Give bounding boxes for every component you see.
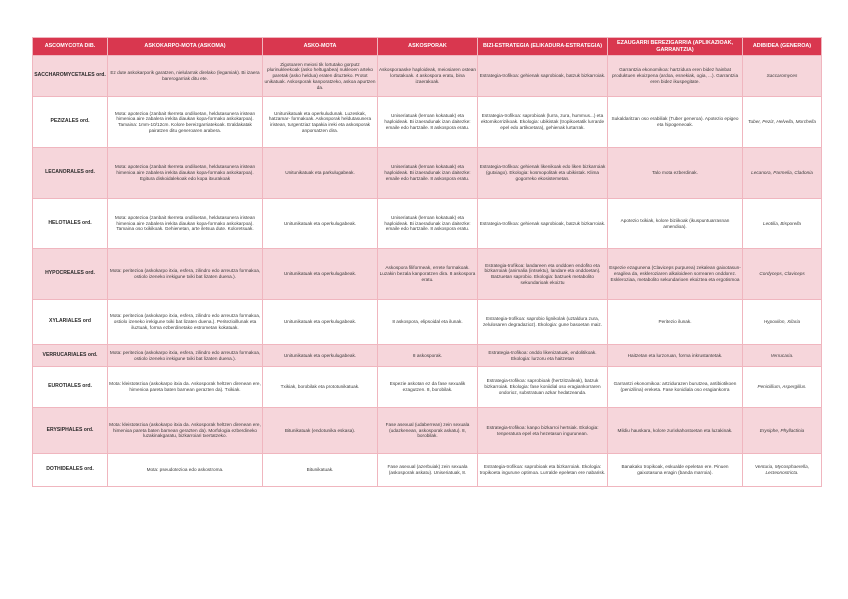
feature-cell: Talo mota ezberdinak. [608,148,743,199]
table-row [33,367,822,408]
genus-cell: Venturia, Mycosphaerella, Lecteonostricta. [743,454,822,487]
ascospores-cell: Espezie askotan ez da fase sexualik ezagutzen. 8, borobilak. [378,367,478,408]
table-row [33,249,822,300]
ascocarp-cell: Mota: apotezioa (zanbait Ikerreta ondiloetan, heldutasunera iristean himenioa aire zabalera irekita diaukan kopa-formako askokarpoa). Tamaina: 1mm-10/12cm. Kolore bereizgarriatekoak. Eraldakatak pairatzen ditu generoaren arabera. [108,97,263,148]
feature-cell: Banakako tropikoak, eskualde epeletan ere. Pinuen gaixotasuna eragin (banda marroia). [608,454,743,487]
table-row [33,300,822,345]
ascus-cell: Unitunikatuak eta operkulugabeak. [263,300,378,345]
ascocarp-cell: Mota: apotezioa (zanbait Ikerreta ondiloetan, heldutasunera iristean himenioa aire zabalera irekita diaukan kopa-formako askokarpoa). Egitura diskoidalekoak edo kopa itxurakoak [108,148,263,199]
ascospores-cell: Fase asexual (udaberrean) zein sexuala (udazkenean, askosporak askatu). 8, borobilak. [378,408,478,454]
feature-cell: Apotezio txikiak, kolore biziikoak (ikuspuntuarrasnan amendioa). [608,199,743,249]
order-cell: XYLARIALES ord [33,300,108,345]
genus-cell: Verrucaria. [743,345,822,367]
ascus-cell: Bitunikatuak. [263,454,378,487]
order-cell: ERYSIPHALES ord. [33,408,108,454]
header-distinctive-feature: EZAUGARRI BEREZIGARRIA (APLIKAZIOAK, GARRANTZIA) [608,38,743,56]
ascocarp-cell: Mota: apotezioa (zanbait Ikerreta ondiloetan, heldutasunera iristean himenioa aire zabalera irekita diaukan kopa-formako askokarpoa). Tamaina oso txikikoak. Gehienetan, arte iletsua dute. Koloretsuak. [108,199,263,249]
strategy-cell: Estrategia-trofikoa: saprobio lignikolak (uztaldura zura, zelulosaren degradazioz). Ekologia: gune basoetan maiz. [478,300,608,345]
genus-cell: Hypoxilon, Xilaria [743,300,822,345]
table-row [33,199,822,249]
feature-cell: Espezie ezagunena (Claviceps purpurea) zekalean gaixotasun-eragilea da, eskleroziaren alkaloideen sorrearen onddorez. Eskleroziaa, metabolito sekundarioen ekoiztea eta ergotismoa [608,249,743,300]
genus-cell: Erysiphe, Phyllactinia [743,408,822,454]
table-row [33,97,822,148]
genus-cell: Cordyceps, Claviceps [743,249,822,300]
genus-cell: Tuber, Peziz, Helvella, Morchella [743,97,822,148]
order-cell: HYPOCREALES ord. [33,249,108,300]
strategy-cell: Estrategia-trofikoa: gehienak saprobioak, batzuk bizkarroiak. [478,56,608,97]
table-row [33,56,822,97]
strategy-cell: Estrategia-trofikoa: saprobioak (hertzitzaileak), batzuk bizkarroiak. Ekologia: fase koniidial oso eragiankorraren ondorioz, substratuan azkar hedatzeanda. [478,367,608,408]
order-cell: DOTHIDEALES ord. [33,454,108,487]
table-row [33,408,822,454]
ascus-cell: Txikiak, borobilak eta prototunikatuak. [263,367,378,408]
strategy-cell: Estrategia-trofikoa: landareen eta onddoen endofito eta bizkarroiak (animalia (intsektu), landare eta onddoetan). Batzuetan saprobio. Ekologia: batzuek metabolito sekundarioak ekoiztu [478,249,608,300]
strategy-cell: Estrategia-trofikoa: gehienak likenikoak edo liken bizkarroiak (gutxiago). Ekologia: kosmopolitak eta ubikistak. Klima gogorreko ekosistemetan. [478,148,608,199]
header-ascocarp-type: ASKOKARPO-MOTA (ASKOMA) [108,38,263,56]
feature-cell: Garrantzia ekonomikoa: hartzidura eren bidez hainbat produktuen ekoizpena (ardoa, esnekiak, ogia, ...). Garrantzia eren bidez ikuspegitate. [608,56,743,97]
ascus-cell: Unitunikatuak eta operkuludunak. Luzeskak, hatzamar- formakoak. Askosporak heldutasunera iristean, turgentziaz tapakia ireki eta askosporak anporsatzen dira. [263,97,378,148]
feature-cell: Garrantzi ekonomikoa: artzidurazen burutzea, antibiotikoen (penizilina) ereketa. Fase konidiala oso eragiankorra [608,367,743,408]
ascospores-cell: Fase asexual (azerbuiak) zein sexuala (askosporak askatu). Uniseriatuak, 8. [378,454,478,487]
order-cell: LECANORALES ord. [33,148,108,199]
ascospores-cell: 8 askosporak. [378,345,478,367]
ascus-cell: Bitunikatuak (endotunika eskasa). [263,408,378,454]
ascocarp-cell: Mota: peritezioa (askokarpo itxia, esfera, zilindro edo arreutza formakoa, ostiolo izeneko irekigune txiki bat lizaten duena.). [108,345,263,367]
ascospores-cell: Uniseriatuak (lerroan kokatuak) eta haploideak. Bi izaeradunak izan daitezke: emaile edo hartzaile. 8 askospora eratu. [378,97,478,148]
table-row [33,454,822,487]
strategy-cell: Estrategia-trofikoa: gehienak saprobioak, batzuk bizkarroiak. [478,199,608,249]
strategy-cell: Estrategia-trofikoa: saprobioak eta bizkarroiak. Ekologia: tropikoeta ingurune optimoa. Lurralde epeletan ere nabarisk. [478,454,608,487]
header-order: ASCOMYCOTA DIB. [33,38,108,56]
ascus-cell: Zigotoaren meiosi tik lortutako gorputz plurinukleekoak (asko heltugabea) nukleoen arteko paretak (asko heldua) eraten dituzteko. Protot unikatuak. Askosporak kanporatzeko, askoa apurtzen da. [263,56,378,97]
ascus-cell: Unitunikatuak eta operkulugabeak. [263,345,378,367]
header-ascus-type: ASKO-MOTA [263,38,378,56]
header-row [33,38,822,56]
strategy-cell: Estrategia-trofikoa: kanpo bizkarroi hertsiak. Ekologia: tenperatura epel eta hezetasun ingurunean. [478,408,608,454]
strategy-cell: Estrategia-trofikoa: onddo likenizatuak, endolitikoak. Ekologia: lurzoru eta haitzetan [478,345,608,367]
ascocarp-cell: Mota: kleistotezioa (askokarpo itxia da. Askosporak heltzen direnean ere, himenioa pareta baten barnean gerazten da). Morfologia ezberdineko luzakinakgaratu, bizkarroiari txertatzeko. [108,408,263,454]
ascospores-cell: Uniseriatuak (lerroan kokatuak) eta haploideak. Bi izaeradunak izan daitezke: emaile edo hartzaile. 8 askospora eratu. [378,199,478,249]
feature-cell: Haitzetan eta lurzoruan, forma inkrustantetak. [608,345,743,367]
genus-cell: Saccaromyces [743,56,822,97]
table-row [33,345,822,367]
ascomycota-table-document [32,37,821,487]
table-row [33,148,822,199]
ascospores-cell: Askosporaaske haploideak, meiosiaren ostean lortutakoak. 4 askospora eratu, bina izaerakoak. [378,56,478,97]
ascospores-cell: Uniseriatuak (lerroan kokatuak) eta haploideak. Bi izaeradunak izan daitezke: emaile edo hartzaile. 8 askospora eratu. [378,148,478,199]
order-cell: HELOTIALES ord. [33,199,108,249]
ascocarp-cell: Mota: kleistotezioa (askokarpo itxia da. Askosporak heltzen direnean ere, himenioa pareta baten barnean gerazten da). Txikiak. [108,367,263,408]
order-cell: SACCHAROMYCETALES ord. [33,56,108,97]
header-ascospores: ASKOSPORAK [378,38,478,56]
header-example-genus: ADIBIDEA (GENEROA) [743,38,822,56]
order-cell: EUROTIALES ord. [33,367,108,408]
ascocarp-cell: Mota: peritezioa (askokarpo itxia, esfera, zilindro edo arreutza formakoa, ostiolo izeneko irekigune txiki bat lizaten duena.). Peritezioillunak eta iluztuak, forma ezberdinetako estrometan kokatuak. [108,300,263,345]
ascocarp-cell: Mota: peritezioa (askokarpo itxia, esfera, zilindro edo arreutza formakoa, ostiolo izeneko irekigune txiki bat lizaten duena.). [108,249,263,300]
order-cell: PEZIZALES ord. [33,97,108,148]
ascus-cell: Unitunikatuak eta operkulugabeak. [263,199,378,249]
header-life-strategy: BIZI-ESTRATEGIA (ELIKADURA-ESTRATEGIA) [478,38,608,56]
ascocarp-cell: Mota: pseudotezioa edo askostroma. [108,454,263,487]
feature-cell: Mildiu hauskara, kolore zurixkahostoetan eta luzakinak. [608,408,743,454]
ascocarp-cell: Ez dute askokarporik garatzen, nielularrak direlako (legamiak). Bi izaera barerogarriak ditu ete. [108,56,263,97]
strategy-cell: Estrategia-trofikoa: saprobioak (lurra, zura, hummus...) eta ektomikorrizikoak. Ekologia: ubikistak (tropikoetatik lurrarde epel edo artikoetara), gehienak lurtarrak. [478,97,608,148]
ascomycota-orders-table [32,37,822,487]
ascus-cell: Unitunikatuak eta operkulugabeak. [263,249,378,300]
genus-cell: Lecanora, Parmelia, Cladonia [743,148,822,199]
feature-cell: Peritezio ilunak. [608,300,743,345]
genus-cell: Leotilia, Bisporella [743,199,822,249]
ascus-cell: Unitunikatuak eta parkulugabeak. [263,148,378,199]
ascospores-cell: 8 askospora, elipsoidal eta ilunak. [378,300,478,345]
ascospores-cell: Askospora filiformeak, errete formakoak. Luzakin bezala kanporatzen dira. 8 askospora eratu. [378,249,478,300]
feature-cell: Sukaldaritzan oso erabiliak (Tuber generoa). Apotezio epigeo eta hipogeneoak. [608,97,743,148]
order-cell: VERRUCARIALES ord. [33,345,108,367]
genus-cell: Penicillium, Aspergillus. [743,367,822,408]
